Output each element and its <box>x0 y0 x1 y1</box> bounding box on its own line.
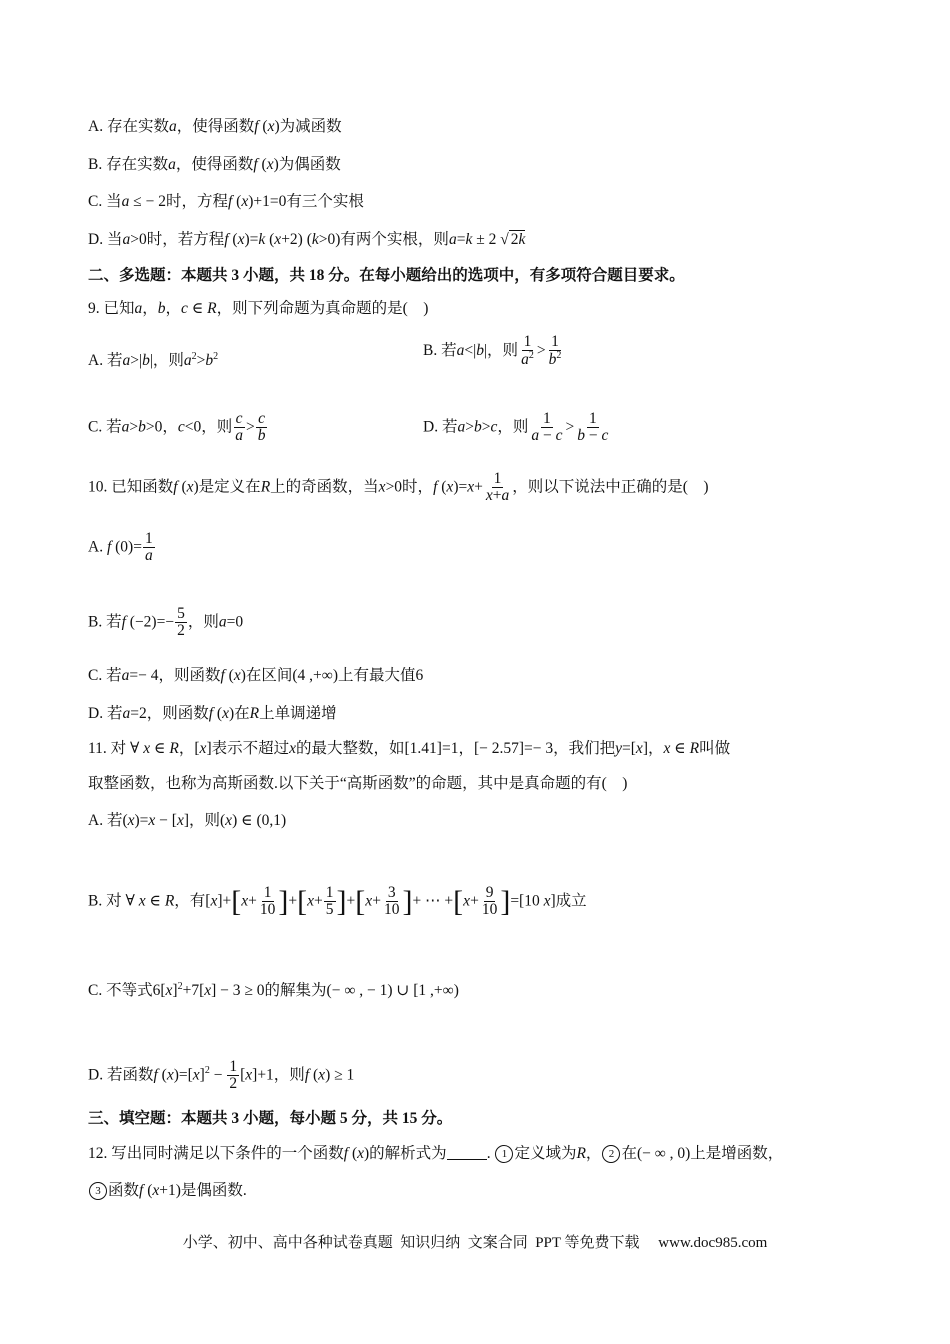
section-heading-fill-in: 三、填空题：本题共 3 小题，每小题 5 分，共 15 分。 <box>88 1110 453 1127</box>
q9-option-c: C. 若a>b>0，c<0，则 $\frac{c}{a}$ > $\frac{c}{b}$ <box>88 410 266 445</box>
q10-option-d: D. 若a=2，则函数f (x)在R上单调递增 <box>88 705 337 722</box>
q9-option-d: D. 若a>b>c，则 $\frac{1}{a - c}$ > $\frac{1}{b - c}$ <box>423 410 609 445</box>
q8-option-c: C. 当a ≤ − 2时，方程f (x)+1=0有三个实根 <box>88 193 364 210</box>
section-heading-multiple-choice: 二、多选题：本题共 3 小题，共 18 分。在每小题给出的选项中，有多项符合题目要求。 <box>88 267 685 284</box>
q11-stem-line2: 取整函数，也称为高斯函数.以下关于“高斯函数”的命题，其中是真命题的有( ) <box>88 775 628 792</box>
q11-stem-line1: 11. 对 ∀ x ∈ R，[x]表示不超过x的最大整数，如[1.41]=1，[− 2.57]=− 3，我们把y=[x]，x ∈ R叫做 <box>88 740 731 757</box>
q11-option-c: C. 不等式$6[x]^2+7[x] - 3 \ge 0$的解集为(− ∞ , − 1) ∪ [1 ,+∞) <box>88 981 459 1000</box>
q10-option-b: B. 若f (−2)=− $\frac{5}{2}$ ，则a=0 <box>88 605 244 640</box>
q9-option-b: B. 若a<|b|，则 $\frac{1}{a^2}$ > $\frac{1}{b^2}$ <box>423 333 562 369</box>
q9-stem: 9. 已知a，b，c ∈ R，则下列命题为真命题的是( ) <box>88 300 429 317</box>
q8-option-a: A. 存在实数a，使得函数f (x)为减函数 <box>88 118 342 135</box>
answer-blank[interactable] <box>447 1145 487 1160</box>
q11-option-d: D. 若函数f $(x)=[x]^2$ − $\frac{1}{2}$ [x]+1，则f (x) ≥ 1 <box>88 1058 355 1093</box>
q12-line1: 12. 写出同时满足以下条件的一个函数f (x)的解析式为 . 1 定义域为R， 2 在(− ∞ , 0)上是增函数， <box>88 1145 784 1162</box>
q8-option-b: B. 存在实数a，使得函数f (x)为偶函数 <box>88 156 341 173</box>
q8-option-d: D. 当a>0时，若方程f (x)=k (x+2) (k>0)有两个实根，则a=k ± 2 √ 2k <box>88 231 526 248</box>
q10-stem: 10. 已知函数f (x)是定义在R上的奇函数，当x>0时，f (x)=x+ $\frac{1}{x+a}$ ，则以下说法中正确的是( ) <box>88 470 709 505</box>
q10-option-c: C. 若a=− 4，则函数f (x)在区间(4 ,+∞)上有最大值6 <box>88 667 424 684</box>
q11-option-a: A. 若(x)=x − [x]，则(x) ∈ (0,1) <box>88 812 287 829</box>
page-footer: 小学、初中、高中各种试卷真题 知识归纳 文案合同 PPT 等免费下载 www.doc985.com <box>182 1235 768 1251</box>
q12-line2: 3 函数f (x+1)是偶函数. <box>88 1180 247 1202</box>
q10-option-a: A. f (0)= $\frac{1}{a}$ <box>88 530 153 565</box>
q11-option-b: B. 对 ∀ x ∈ R，有[x]+[x+ $\frac{1}{10}$ ]+[x+ $\frac{1}{5}$ ]+[x+ $\frac{3}{10}$ ]+ ⋯ +[x+ $\frac{9}{10}$ ]=[10 x]成立 <box>88 884 587 919</box>
q9-option-a: A. 若a>|b|，则$a^2>b^2$ <box>88 351 219 370</box>
